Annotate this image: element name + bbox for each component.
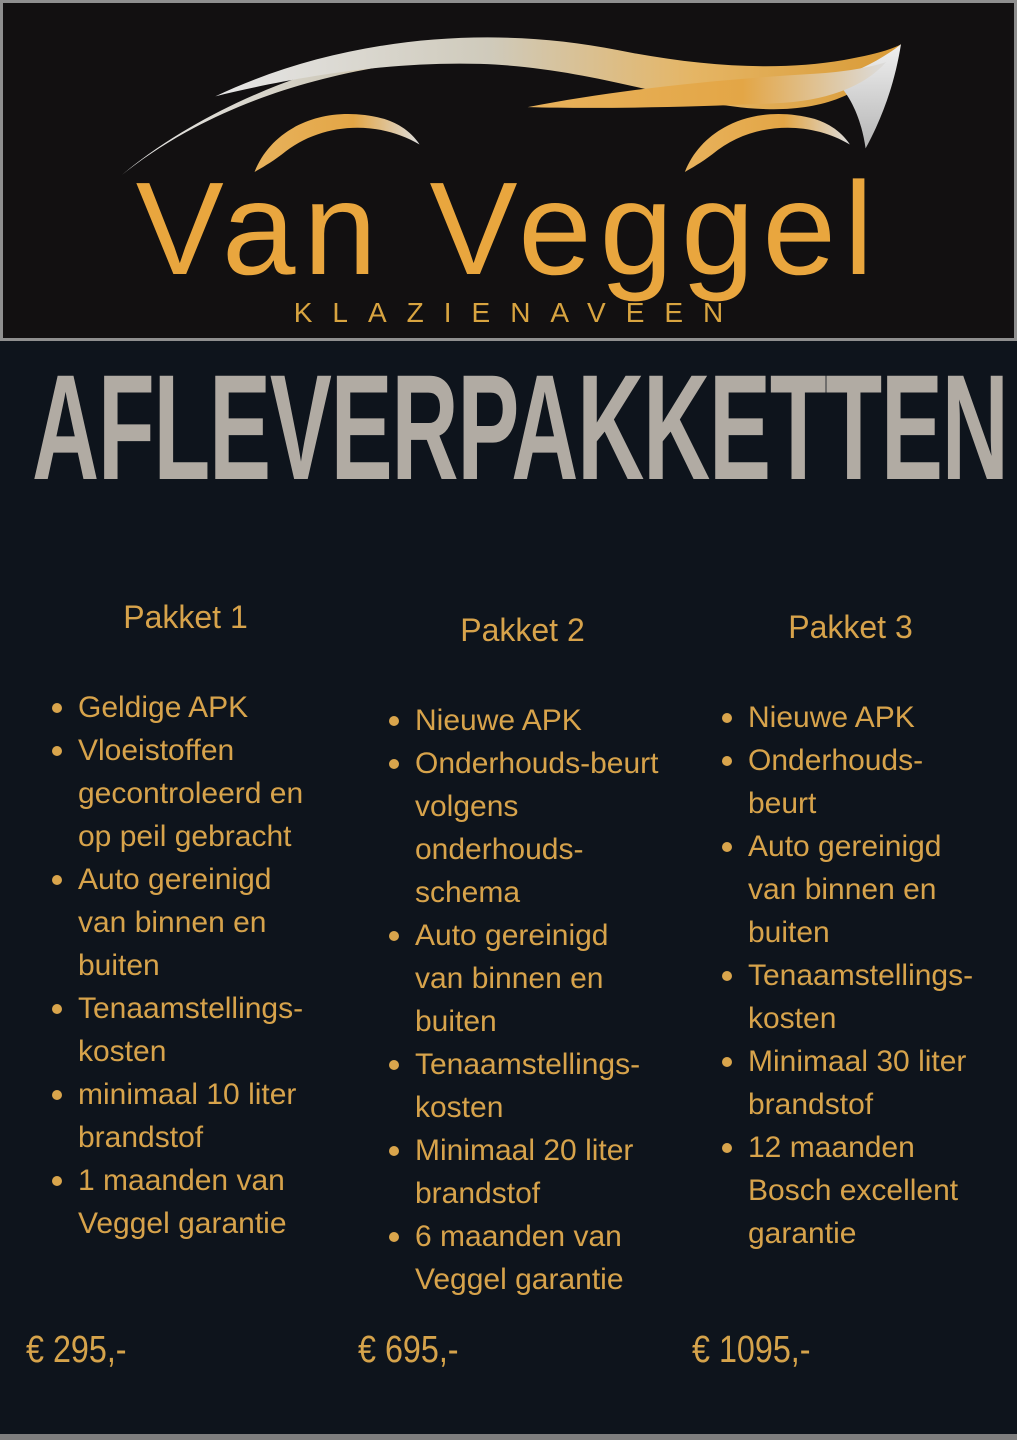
page-title-text: AFLEVERPAKKETTEN bbox=[32, 343, 1008, 511]
list-item: Minimaal 20 liter brandstof bbox=[415, 1129, 660, 1215]
package-header: Pakket 1 bbox=[123, 599, 248, 635]
list-item: Onderhouds-beurt bbox=[748, 739, 983, 825]
list-item: Vloeistoffen gecontroleerd en op peil gebracht bbox=[78, 729, 323, 858]
package-header: Pakket 2 bbox=[460, 612, 585, 648]
package-list bbox=[385, 699, 660, 1301]
package-list bbox=[718, 696, 983, 1255]
list-item: Auto gereinigd van binnen en buiten bbox=[415, 914, 660, 1043]
list-item: Tenaamstellings-kosten bbox=[748, 954, 983, 1040]
package-column-2 bbox=[385, 611, 660, 1301]
bottom-strip bbox=[0, 1434, 1017, 1440]
list-item: Minimaal 30 liter brandstof bbox=[748, 1040, 983, 1126]
list-item: Geldige APK bbox=[78, 686, 323, 729]
list-item: Auto gereinigd van binnen en buiten bbox=[748, 825, 983, 954]
package-column-1 bbox=[48, 598, 323, 1245]
price-label-2: € 695,- bbox=[358, 1329, 459, 1371]
page-title bbox=[32, 343, 1017, 511]
list-item: Nieuwe APK bbox=[748, 696, 983, 739]
brand-name: Van Veggel bbox=[135, 155, 882, 302]
list-item: Onderhouds-beurt volgens onderhouds-schema bbox=[415, 742, 660, 914]
list-item: 6 maanden van Veggel garantie bbox=[415, 1215, 660, 1301]
list-item: Tenaamstellings-kosten bbox=[78, 987, 323, 1073]
list-item: 1 maanden van Veggel garantie bbox=[78, 1159, 323, 1245]
list-item: minimaal 10 liter brandstof bbox=[78, 1073, 323, 1159]
list-item: Nieuwe APK bbox=[415, 699, 660, 742]
price-label-3: € 1095,- bbox=[692, 1329, 811, 1371]
logo-block bbox=[0, 0, 1017, 341]
list-item: 12 maanden Bosch excellent garantie bbox=[748, 1126, 983, 1255]
package-header: Pakket 3 bbox=[788, 609, 913, 645]
package-column-3 bbox=[718, 608, 983, 1255]
price-label-1: € 295,- bbox=[26, 1329, 127, 1371]
package-list bbox=[48, 686, 323, 1245]
brand-location: KLAZIENAVEEN bbox=[293, 297, 744, 328]
list-item: Tenaamstellings-kosten bbox=[415, 1043, 660, 1129]
list-item: Auto gereinigd van binnen en buiten bbox=[78, 858, 323, 987]
